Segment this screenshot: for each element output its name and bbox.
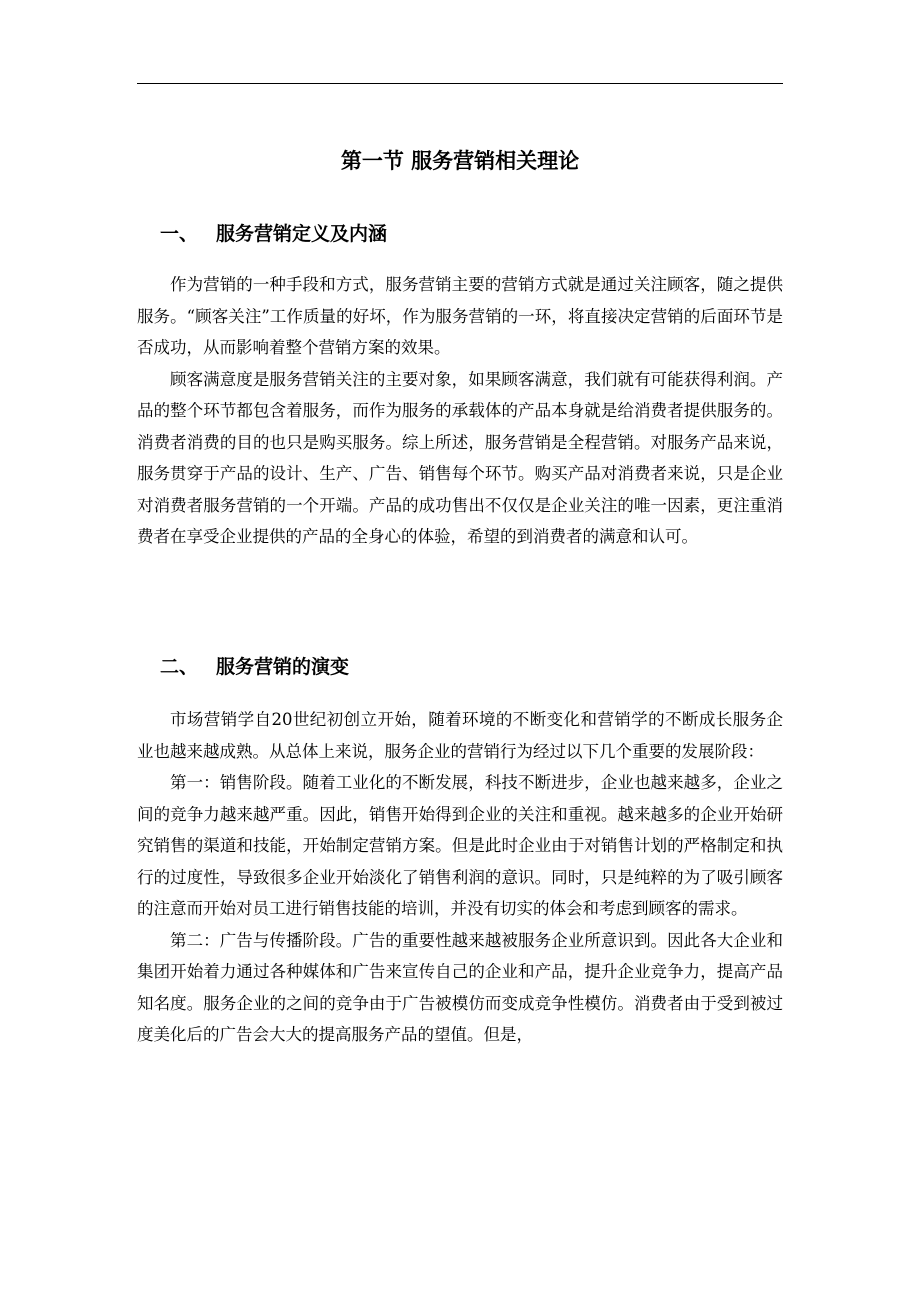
section-number: 二、 <box>160 656 199 678</box>
section-title: 服务营销的演变 <box>216 656 350 678</box>
paragraph: 作为营销的一种手段和方式，服务营销主要的营销方式就是通过关注顾客，随之提供服务。“顾客关注”工作质量的好坏，作为服务营销的一环，将直接决定营销的后面环节是否成功，从而影响着整个营销方案的效果。 <box>137 275 783 357</box>
section-number: 一、 <box>160 223 199 245</box>
paragraph: 顾客满意度是服务营销关注的主要对象，如果顾客满意，我们就有可能获得利润。产品的整个环节都包含着服务，而作为服务的承载体的产品本身就是给消费者提供服务的。消费者消费的目的也只是购买服务。综上所述，服务营销是全程营销。对服务产品来说，服务贯穿于产品的设计、生产、广告、销售每个环节。购买产品对消费者来说，只是企业对消费者服务营销的一个开端。产品的成功售出不仅仅是企业关注的唯一因素，更注重消费者在享受企业提供的产品的全身心的体验，希望的到消费者的满意和认可。 <box>137 369 783 546</box>
section-heading-1 <box>160 221 387 247</box>
section-2-body <box>137 704 783 1051</box>
paragraph: 市场营销学自20世纪初创立开始，随着环境的不断变化和营销学的不断成长服务企业也越来越成熟。从总体上来说，服务企业的营销行为经过以下几个重要的发展阶段： <box>137 710 783 761</box>
header-rule <box>137 83 783 84</box>
section-1-body <box>137 269 783 553</box>
page-title: 第一节 服务营销相关理论 <box>340 149 580 173</box>
section-heading-2 <box>160 654 349 680</box>
section-title: 服务营销定义及内涵 <box>216 223 388 245</box>
paragraph: 第二：广告与传播阶段。广告的重要性越来越被服务企业所意识到。因此各大企业和集团开始着力通过各种媒体和广告来宣传自己的企业和产品，提升企业竞争力，提高产品知名度。服务企业的之间的竞争由于广告被模仿而变成竞争性模仿。消费者由于受到被过度美化后的广告会大大的提高服务产品的望值。但是， <box>137 930 783 1044</box>
paragraph: 第一：销售阶段。随着工业化的不断发展，科技不断进步，企业也越来越多，企业之间的竞争力越来越严重。因此，销售开始得到企业的关注和重视。越来越多的企业开始研究销售的渠道和技能，开始制定营销方案。但是此时企业由于对销售计划的严格制定和执行的过度性，导致很多企业开始淡化了销售利润的意识。同时，只是纯粹的为了吸引顾客的注意而开始对员工进行销售技能的培训，并没有切实的体会和考虑到顾客的需求。 <box>137 773 783 918</box>
